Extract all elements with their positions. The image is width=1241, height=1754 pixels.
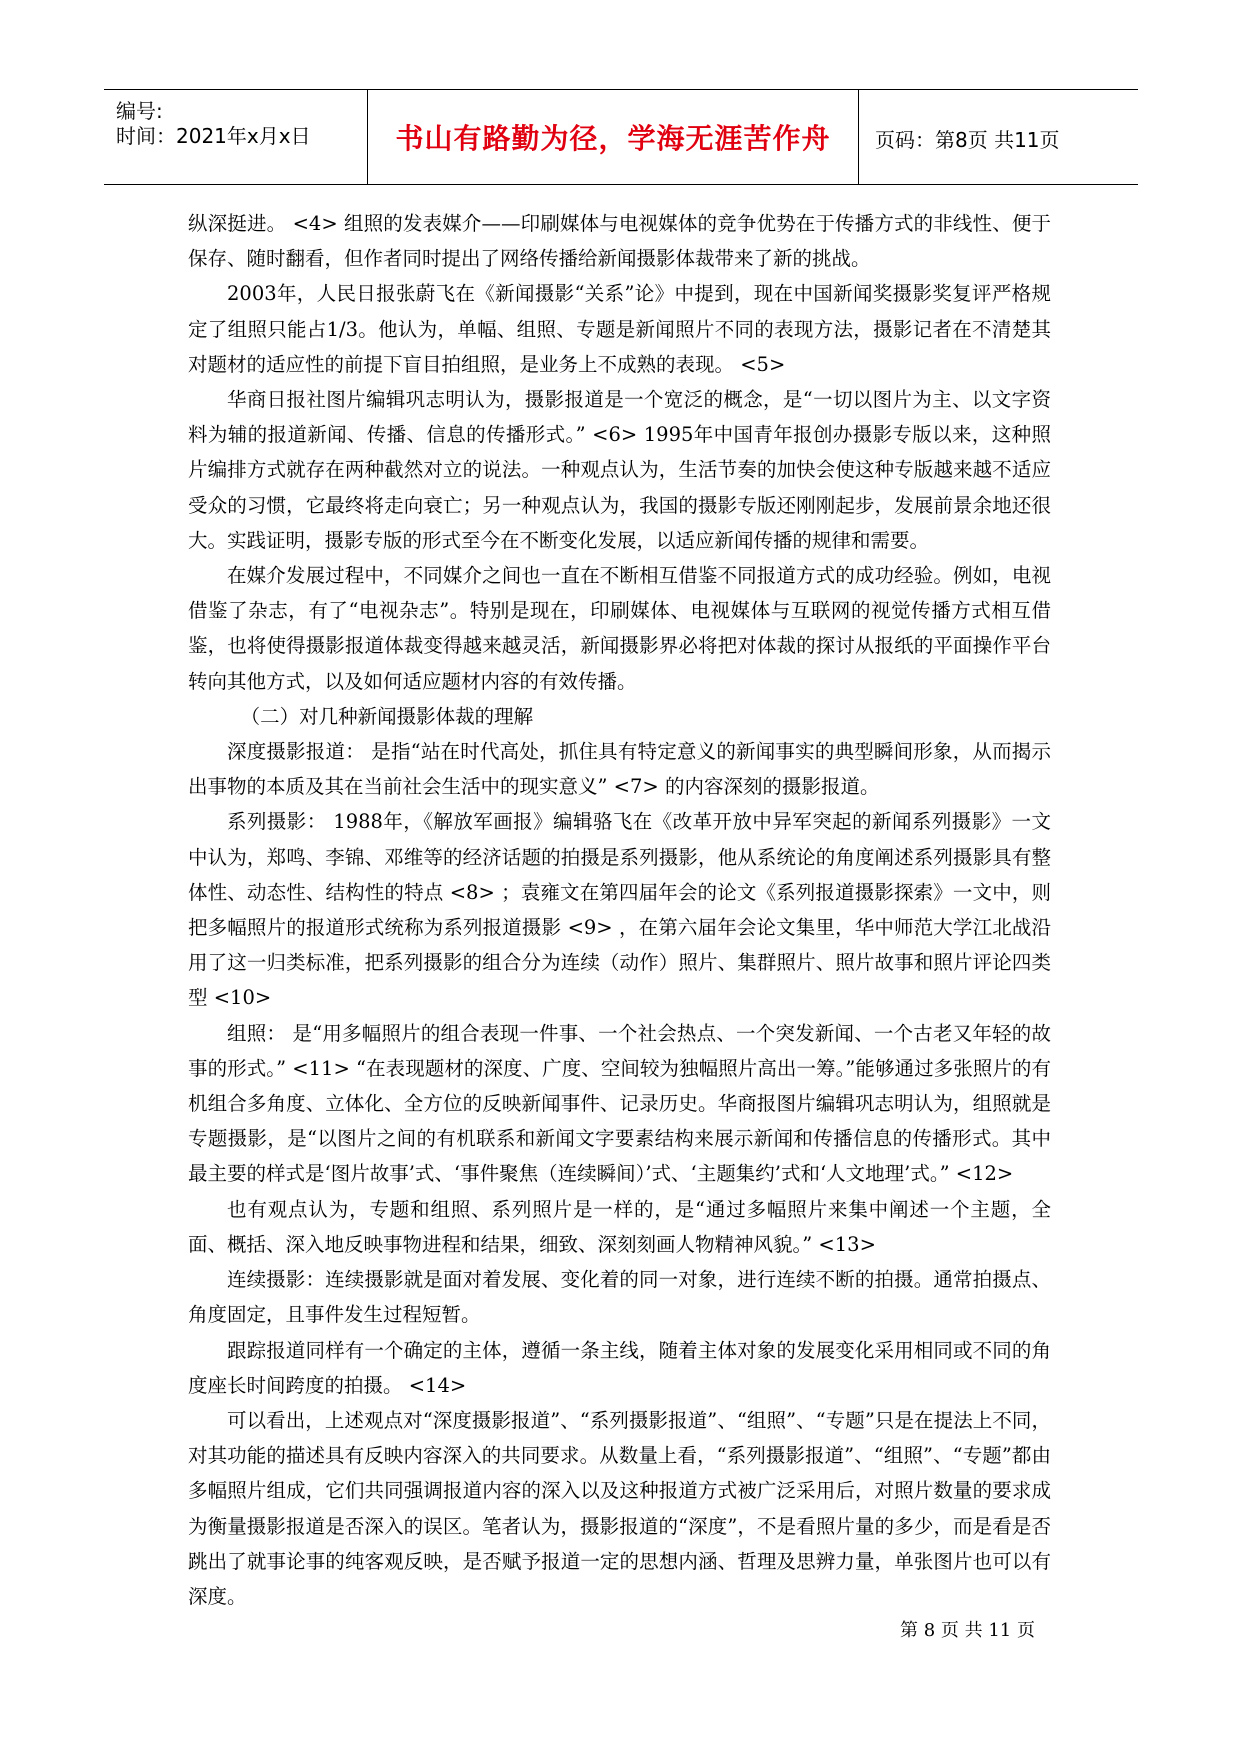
header-page-code: 页码：第8页 共11页 <box>875 128 1060 152</box>
page-header <box>104 89 1138 185</box>
paragraph: 在媒介发展过程中，不同媒介之间也一直在不断相互借鉴不同报道方式的成功经验。例如，电视借鉴了杂志，有了“电视杂志”。特别是现在，印刷媒体、电视媒体与互联网的视觉传播方式相互借鉴，也将使得摄影报道体裁变得越来越灵活，新闻摄影界必将把对体裁的探讨从报纸的平面操作平台转向其他方式，以及如何适应题材内容的有效传播。 <box>188 564 1051 693</box>
paragraph-definition: 组照： 是“用多幅照片的组合表现一件事、一个社会热点、一个突发新闻、一个古老又年轻的故事的形式。” <11> “在表现题材的深度、广度、空间较为独幅照片高出一筹。”能够通过多张照片的有机组合多角度、立体化、全方位的反映新闻事件、记录历史。华商报图片编辑巩志明认为，组照就是专题摄影，是“以图片之间的有机联系和新闻文字要素结构来展示新闻和传播信息的传播形式。其中最主要的样式是‘图片故事’式、‘事件聚焦（连续瞬间）’式、‘主题集约’式和‘人文地理’式。” <12> <box>188 1021 1051 1186</box>
header-page-cell <box>859 90 1138 184</box>
document-number-label: 编号: <box>116 99 163 123</box>
header-meta-cell <box>104 90 368 184</box>
header-motto-cell <box>368 90 859 184</box>
paragraph-definition: 深度摄影报道： 是指“站在时代高处，抓住具有特定意义的新闻事实的典型瞬间形象，从而揭示出事物的本质及其在当前社会生活中的现实意义” <7> 的内容深刻的摄影报道。 <box>188 740 1051 799</box>
paragraph-definition: 系列摄影： 1988年，《解放军画报》编辑骆飞在《改革开放中异军突起的新闻系列摄影》一文中认为，郑鸣、李锦、邓维等的经济话题的拍摄是系列摄影，他从系统论的角度阐述系列摄影具有整体性、动态性、结构性的特点 <8> ；袁雍文在第四届年会的论文《系列报道摄影探索》一文中，则把多幅照片的报道形式统称为系列报道摄影 <9> ，在第六届年会论文集里，华中师范大学江北战沿用了这一归类标准，把系列摄影的组合分为连续（动作）照片、集群照片、照片故事和照片评论四类型 <10> <box>188 810 1051 1010</box>
document-time-label: 时间：2021年x月x日 <box>116 124 311 148</box>
page-footer-number: 第 8 页 共 11 页 <box>900 1620 1035 1641</box>
section-heading: （二）对几种新闻摄影体裁的理解 <box>240 704 534 728</box>
document-body <box>188 206 1051 1614</box>
paragraph-continuation: 纵深挺进。 <4> 组照的发表媒介——印刷媒体与电视媒体的竞争优势在于传播方式的非线性、便于保存、随时翻看，但作者同时提出了网络传播给新闻摄影体裁带来了新的挑战。 <box>188 212 1051 271</box>
paragraph: 2003年，人民日报张蔚飞在《新闻摄影“关系”论》中提到，现在中国新闻奖摄影奖复评严格规定了组照只能占1/3。他认为，单幅、组照、专题是新闻照片不同的表现方法，摄影记者在不清楚其对题材的适应性的前提下盲目拍组照，是业务上不成熟的表现。 <5> <box>188 282 1051 376</box>
header-motto: 书山有路勤为径，学海无涯苦作舟 <box>395 122 831 155</box>
paragraph: 跟踪报道同样有一个确定的主体，遵循一条主线，随着主体对象的发展变化采用相同或不同的角度座长时间跨度的拍摄。 <14> <box>188 1338 1051 1397</box>
paragraph: 也有观点认为，专题和组照、系列照片是一样的，是“通过多幅照片来集中阐述一个主题，全面、概括、深入地反映事物进程和结果，细致、深刻刻画人物精神风貌。” <13> <box>188 1197 1051 1256</box>
paragraph: 华商日报社图片编辑巩志明认为，摄影报道是一个宽泛的概念，是“一切以图片为主、以文字资料为辅的报道新闻、传播、信息的传播形式。” <6> 1995年中国青年报创办摄影专版以来，这种照片编排方式就存在两种截然对立的说法。一种观点认为，生活节奏的加快会使这种专版越来越不适应受众的习惯，它最终将走向衰亡；另一种观点认为，我国的摄影专版还刚刚起步，发展前景余地还很大。实践证明，摄影专版的形式至今在不断变化发展，以适应新闻传播的规律和需要。 <box>188 388 1051 552</box>
paragraph: 可以看出，上述观点对“深度摄影报道”、“系列摄影报道”、“组照”、“专题”只是在提法上不同，对其功能的描述具有反映内容深入的共同要求。从数量上看，“系列摄影报道”、“组照”、“专题”都由多幅照片组成，它们共同强调报道内容的深入以及这种报道方式被广泛采用后，对照片数量的要求成为衡量摄影报道是否深入的误区。笔者认为，摄影报道的“深度”，不是看照片量的多少，而是看是否跳出了就事论事的纯客观反映，是否赋予报道一定的思想内涵、哲理及思辨力量，单张图片也可以有深度。 <box>188 1408 1051 1608</box>
paragraph-definition: 连续摄影：连续摄影就是面对着发展、变化着的同一对象，进行连续不断的拍摄。通常拍摄点、角度固定，且事件发生过程短暂。 <box>188 1268 1051 1327</box>
